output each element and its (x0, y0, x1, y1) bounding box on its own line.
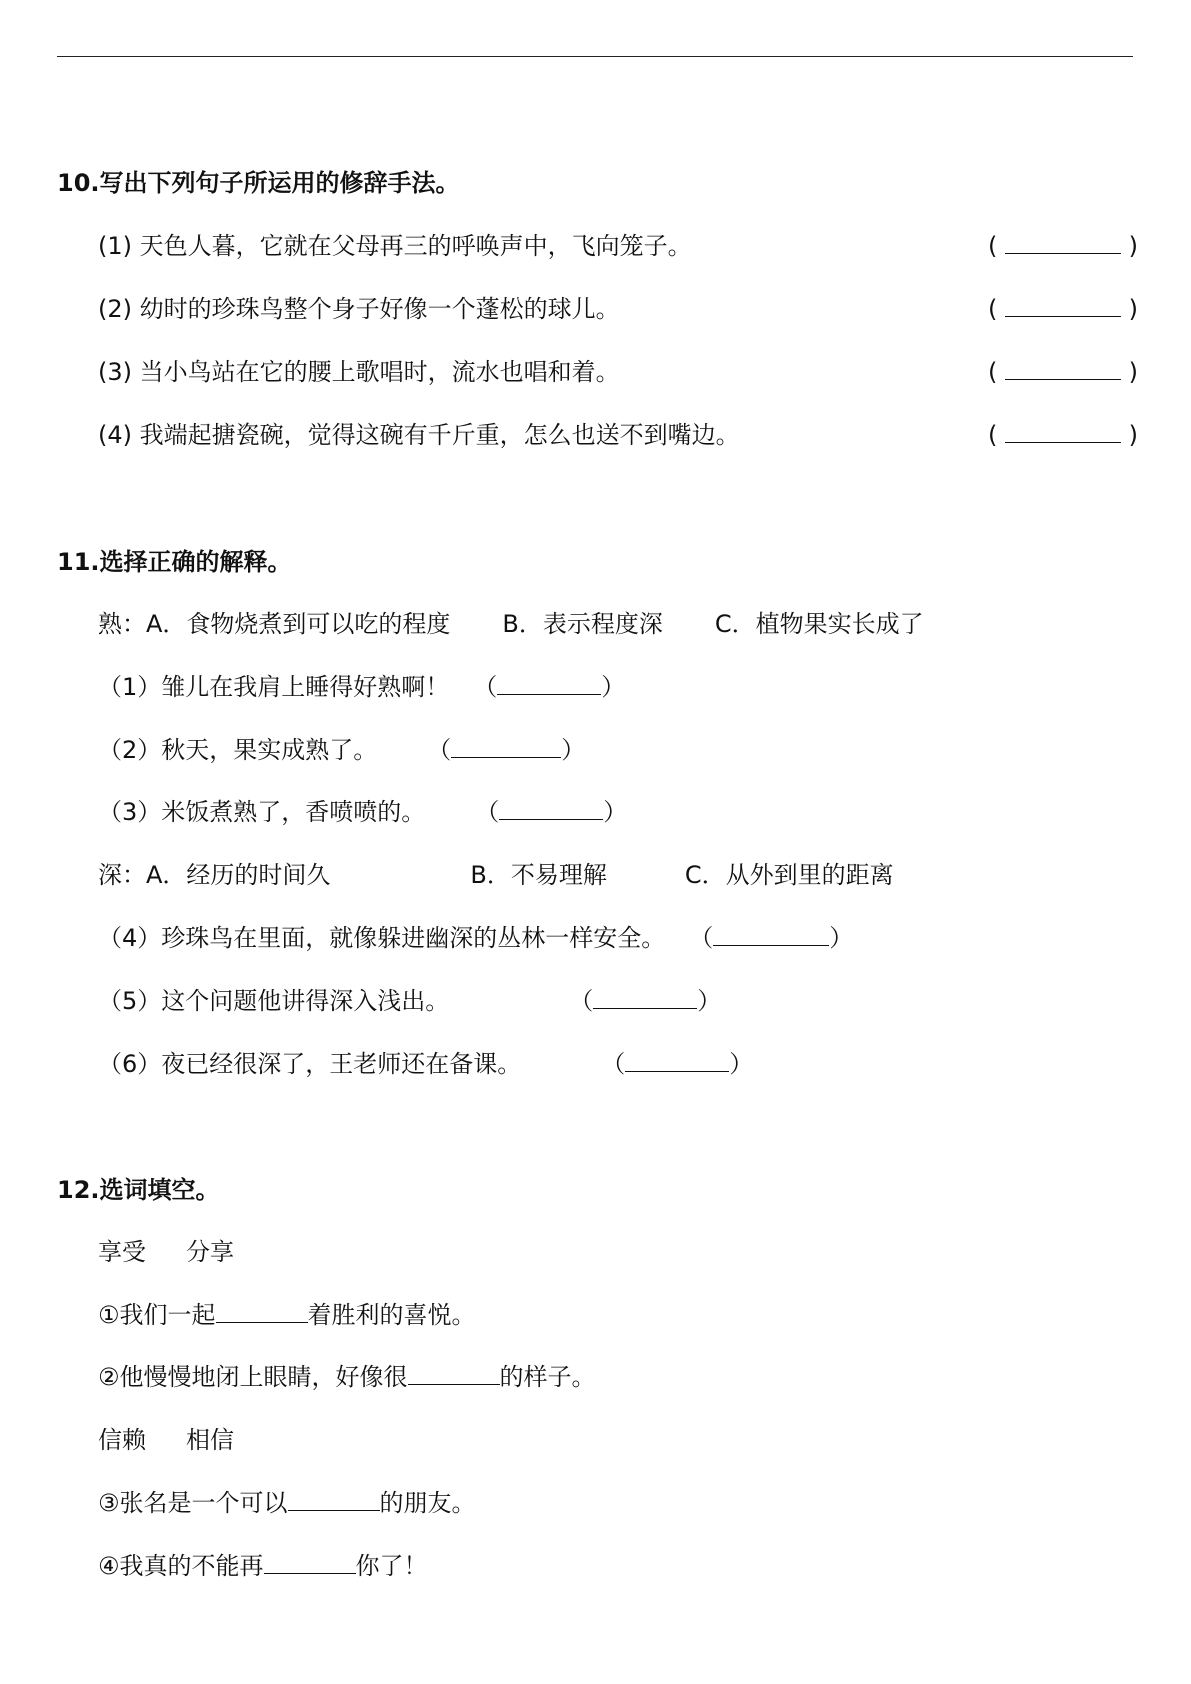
fill-blank[interactable] (216, 1300, 308, 1323)
q12-heading: 12.选词填空。 (57, 1176, 220, 1204)
q11-heading: 11.选择正确的解释。 (57, 548, 292, 576)
header-rule (57, 56, 1133, 57)
q10-answer-2[interactable]: ( ) (988, 295, 1139, 323)
q10-answer-3[interactable]: ( ) (988, 358, 1139, 386)
q10-item-3: (3) 当小鸟站在它的腰上歌唱时，流水也唱和着。 (98, 358, 620, 386)
fill-blank[interactable] (408, 1362, 500, 1385)
answer-blank[interactable] (1005, 231, 1121, 254)
q10-heading: 10.写出下列句子所运用的修辞手法。 (57, 169, 460, 197)
shu-option-a: 熟：A．食物烧煮到可以吃的程度 (98, 610, 451, 638)
q12-sentence-4: ④我真的不能再 你了！ (98, 1552, 428, 1580)
word-choices-2 (98, 1425, 234, 1455)
shen-option-c: C．从外到里的距离 (684, 861, 894, 889)
answer-blank[interactable] (1005, 420, 1121, 443)
answer-blank[interactable] (625, 1049, 729, 1072)
shen-option-a: 深：A．经历的时间久 (98, 861, 331, 889)
word-choices-1 (98, 1237, 234, 1267)
q11-item-1: （1）雏儿在我肩上睡得好熟啊！ （ ） (98, 673, 626, 701)
shen-definitions (98, 860, 894, 890)
q11-item-3: （3）米饭煮熟了，香喷喷的。 （ ） (98, 798, 628, 826)
answer-blank[interactable] (1005, 357, 1121, 380)
word-choice: 分享 (186, 1238, 234, 1266)
q10-item-1: (1) 天色人暮，它就在父母再三的呼唤声中，飞向笼子。 (98, 232, 692, 260)
answer-blank[interactable] (497, 672, 601, 695)
answer-blank[interactable] (499, 797, 603, 820)
q10-answer-4[interactable]: ( ) (988, 421, 1139, 449)
fill-blank[interactable] (288, 1488, 380, 1511)
word-choice: 相信 (186, 1426, 234, 1454)
shu-option-c: C．植物果实长成了 (714, 610, 924, 638)
word-choice: 信赖 (98, 1426, 146, 1454)
q11-item-4: （4）珍珠鸟在里面，就像躲进幽深的丛林一样安全。 （ ） (98, 924, 854, 952)
answer-blank[interactable] (451, 735, 561, 758)
q12-sentence-3: ③张名是一个可以 的朋友。 (98, 1489, 476, 1517)
q11-item-2: （2）秋天，果实成熟了。 （ ） (98, 736, 586, 764)
answer-blank[interactable] (593, 986, 697, 1009)
fill-blank[interactable] (264, 1551, 356, 1574)
shen-option-b: B．不易理解 (470, 861, 607, 889)
answer-blank[interactable] (713, 923, 829, 946)
word-choice: 享受 (98, 1238, 146, 1266)
shu-option-b: B．表示程度深 (502, 610, 663, 638)
q11-item-5: （5）这个问题他讲得深入浅出。 （ ） (98, 987, 722, 1015)
q10-item-2: (2) 幼时的珍珠鸟整个身子好像一个蓬松的球儿。 (98, 295, 620, 323)
q12-sentence-1: ①我们一起 着胜利的喜悦。 (98, 1301, 476, 1329)
q12-sentence-2: ②他慢慢地闭上眼睛，好像很 的样子。 (98, 1363, 596, 1391)
q10-answer-1[interactable]: ( ) (988, 232, 1139, 260)
shu-definitions (98, 609, 924, 639)
q11-item-6: （6）夜已经很深了，王老师还在备课。 （ ） (98, 1050, 754, 1078)
answer-blank[interactable] (1005, 294, 1121, 317)
q10-item-4: (4) 我端起搪瓷碗，觉得这碗有千斤重，怎么也送不到嘴边。 (98, 421, 740, 449)
